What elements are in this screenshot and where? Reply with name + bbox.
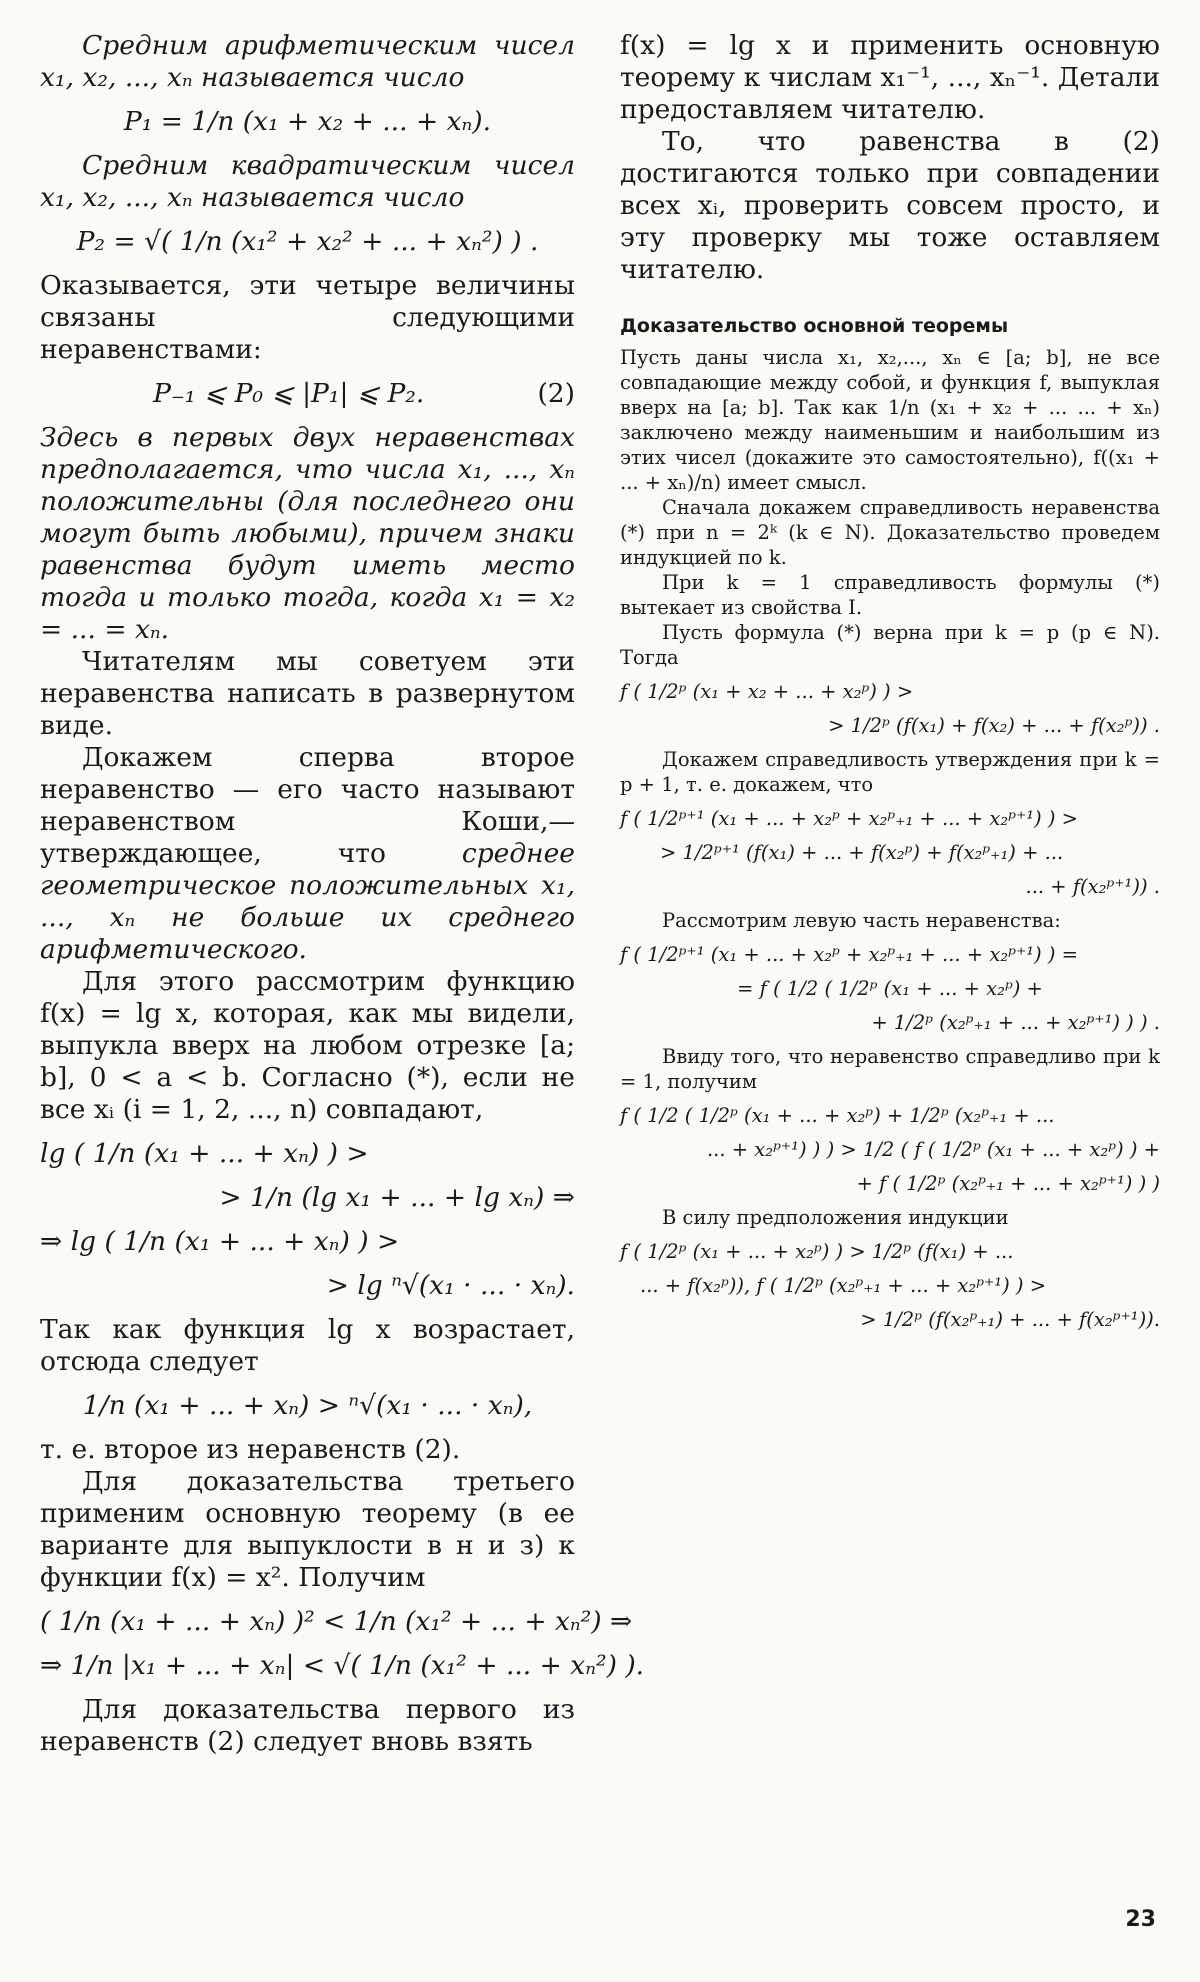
paragraph-k1: Ввиду того, что неравенство справедливо при k = 1, получим — [620, 1045, 1160, 1093]
formula-step-2: > 1/2ᵖ⁺¹ (f(x₁) + ... + f(x₂ᵖ) + f(x₂ᵖ₊₁) + ... — [660, 841, 1064, 864]
formula-left-3: + 1/2ᵖ (x₂ᵖ₊₁ + ... + x₂ᵖ⁺¹) ) ) . — [871, 1011, 1160, 1034]
formula-k1-3: + f ( 1/2ᵖ (x₂ᵖ₊₁ + ... + x₂ᵖ⁺¹) ) ) — [856, 1172, 1160, 1195]
paragraph-hypothesis: Пусть формула (*) верна при k = p (p ∈ N). Тогда — [620, 621, 1160, 669]
right-column — [620, 30, 1160, 1341]
paragraph-base-case: При k = 1 справедливость формулы (*) вытекает из свойства I. — [620, 571, 1160, 619]
formula-hypothesis-1: f ( 1/2ᵖ (x₁ + x₂ + ... + x₂ᵖ) ) > — [620, 680, 914, 703]
formula-final-3: > 1/2ᵖ (f(x₂ᵖ₊₁) + ... + f(x₂ᵖ⁺¹)). — [860, 1308, 1160, 1331]
paragraph-log-function: Для этого рассмотрим функцию f(x) = lg x, которая, как мы видели, выпукла вверх на любом отрезке [a; b], 0 < a < b. Согласно (*), если не все xᵢ (i = 1, 2, ..., n) совпадают, — [40, 966, 575, 1125]
cauchy-statement: среднее геометрическое положительных x₁, ..., xₙ не больше их среднего арифметического. — [40, 838, 575, 965]
formula-square-2: ⇒ 1/n |x₁ + ... + xₙ| < √( 1/n (x₁² + ... + xₙ²) ). — [40, 1650, 645, 1681]
formula-log-2: > 1/n (lg x₁ + ... + lg xₙ) ⇒ — [219, 1182, 575, 1213]
paragraph-left-part: Рассмотрим левую часть неравенства: — [662, 909, 1061, 932]
cauchy-intro: Докажем сперва второе неравенство — его часто называют неравенством Коши,— утверждающее, что — [40, 742, 575, 869]
page-number: 23 — [1125, 1907, 1156, 1932]
paragraph-equality: То, что равенства в (2) достигаются только при совпадении всех xᵢ, проверить совсем просто, и эту проверку мы тоже оставляем читателю. — [620, 126, 1160, 285]
formula-k1-2: ... + x₂ᵖ⁺¹) ) ) > 1/2 ( f ( 1/2ᵖ (x₁ + ... + x₂ᵖ) ) + — [706, 1138, 1160, 1161]
paragraph-arithmetic-mean: Средним арифметическим чисел x₁, x₂, ..., xₙ называется число — [40, 30, 575, 93]
paragraph-cauchy — [40, 742, 575, 966]
formula-k1-1: f ( 1/2 ( 1/2ᵖ (x₁ + ... + x₂ᵖ) + 1/2ᵖ (x₂ᵖ₊₁ + ... — [620, 1104, 1055, 1127]
paragraph-advice: Читателям мы советуем эти неравенства написать в развернутом виде. — [40, 646, 575, 741]
paragraph-step: Докажем справедливость утверждения при k = p + 1, т. е. докажем, что — [620, 748, 1160, 796]
paragraph-given: Пусть даны числа x₁, x₂,..., xₙ ∈ [a; b], не все совпадающие между собой, и функция f, выпуклая вверх на [a; b]. Так как 1/n (x₁ + x₂ + ... ... + xₙ) заключено между наименьшим и наибольшим из этих чисел (докажите это самостоятельно), f((x₁ + ... + xₙ)/n) имеет смысл. — [620, 346, 1160, 494]
formula-inequalities-2-body: P₋₁ ⩽ P₀ ⩽ |P₁| ⩽ P₂. — [153, 378, 425, 409]
paragraph-third-proof: Для доказательства третьего применим основную теорему (в ее варианте для выпуклости в н и з) к функции f(x) = x². Получим — [40, 1466, 575, 1593]
formula-step-1: f ( 1/2ᵖ⁺¹ (x₁ + ... + x₂ᵖ + x₂ᵖ₊₁ + ... + x₂ᵖ⁺¹) ) > — [620, 807, 1079, 830]
formula-left-1: f ( 1/2ᵖ⁺¹ (x₁ + ... + x₂ᵖ + x₂ᵖ₊₁ + ... + x₂ᵖ⁺¹) ) = — [620, 943, 1079, 966]
formula-am-gm: 1/n (x₁ + ... + xₙ) > ⁿ√(x₁ · ... · xₙ), — [82, 1390, 533, 1421]
formula-log-4: > lg ⁿ√(x₁ · ... · xₙ). — [326, 1270, 575, 1301]
formula-inequalities-2 — [40, 378, 575, 410]
formula-square-1: ( 1/n (x₁ + ... + xₙ) )² < 1/n (x₁² + ... + xₙ²) ⇒ — [40, 1606, 633, 1637]
paragraph-increasing: Так как функция lg x возрастает, отсюда следует — [40, 1314, 575, 1377]
formula-log-3: ⇒ lg ( 1/n (x₁ + ... + xₙ) ) > — [40, 1226, 400, 1257]
paragraph-four-quantities: Оказывается, эти четыре величины связаны следующими неравенствами: — [40, 270, 575, 365]
paragraph-quadratic-mean: Средним квадратическим чисел x₁, x₂, ..., xₙ называется число — [40, 150, 575, 213]
formula-final-2: ... + f(x₂ᵖ)), f ( 1/2ᵖ (x₂ᵖ₊₁ + ... + x₂ᵖ⁺¹) ) > — [640, 1274, 1047, 1297]
formula-p1: P₁ = 1/n (x₁ + x₂ + ... + xₙ). — [123, 106, 492, 137]
paragraph-continue: f(x) = lg x и применить основную теорему к числам x₁⁻¹, ..., xₙ⁻¹. Детали предоставляем читателю. — [620, 30, 1160, 125]
formula-hypothesis-2: > 1/2ᵖ (f(x₁) + f(x₂) + ... + f(x₂ᵖ)) . — [828, 714, 1160, 737]
paragraph-assumptions: Здесь в первых двух неравенствах предполагается, что числа x₁, ..., xₙ положительны (для последнего они могут быть любыми), причем знаки равенства будут иметь место тогда и только тогда, когда x₁ = x₂ = ... = xₙ. — [40, 422, 575, 645]
section-heading: Доказательство основной теоремы — [620, 315, 1009, 337]
equation-tag: (2) — [537, 378, 575, 409]
paragraph-induction-assumption: В силу предположения индукции — [662, 1206, 1009, 1229]
paragraph-induction: Сначала докажем справедливость неравенства (*) при n = 2ᵏ (k ∈ N). Доказательство проведем индукцией по k. — [620, 496, 1160, 569]
formula-final-1: f ( 1/2ᵖ (x₁ + ... + x₂ᵖ) ) > 1/2ᵖ (f(x₁) + ... — [620, 1240, 1014, 1263]
left-column — [40, 30, 645, 1758]
formula-step-3: ... + f(x₂ᵖ⁺¹)) . — [1025, 875, 1160, 898]
paragraph-first-proof: Для доказательства первого из неравенств (2) следует вновь взять — [40, 1694, 575, 1757]
formula-left-2: = f ( 1/2 ( 1/2ᵖ (x₁ + ... + x₂ᵖ) + — [737, 977, 1043, 1000]
paragraph-second-inequality: т. е. второе из неравенств (2). — [40, 1434, 461, 1465]
formula-p2: P₂ = √( 1/n (x₁² + x₂² + ... + xₙ²) ) . — [76, 226, 539, 257]
formula-log-1: lg ( 1/n (x₁ + ... + xₙ) ) > — [40, 1138, 369, 1169]
